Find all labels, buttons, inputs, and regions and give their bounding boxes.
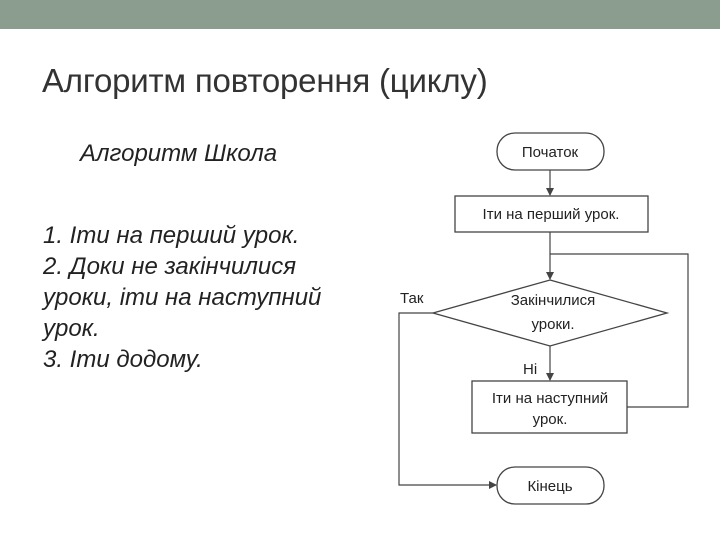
first-action-label: Іти на перший урок. <box>482 206 620 223</box>
step-2: 2. Доки не закінчилися уроки, іти на наступний урок. <box>43 253 322 342</box>
loop-action-label-line2: урок. <box>532 411 568 428</box>
step-1: 1. Іти на перший урок. <box>43 222 300 249</box>
condition-label-line1: Закінчилися <box>510 292 596 309</box>
slide-title: Алгоритм повторення (циклу) <box>42 62 488 99</box>
end-label: Кінець <box>527 478 573 495</box>
step-3: 3. Іти додому. <box>43 346 203 373</box>
no-label: Ні <box>523 361 538 378</box>
yes-label: Так <box>400 290 424 307</box>
condition-label-line2: уроки. <box>531 316 575 333</box>
start-label: Початок <box>521 144 579 161</box>
condition-diamond <box>433 280 667 346</box>
loop-action-label-line1: Іти на наступний <box>491 390 609 407</box>
algorithm-name: Алгоритм Школа <box>80 140 278 167</box>
